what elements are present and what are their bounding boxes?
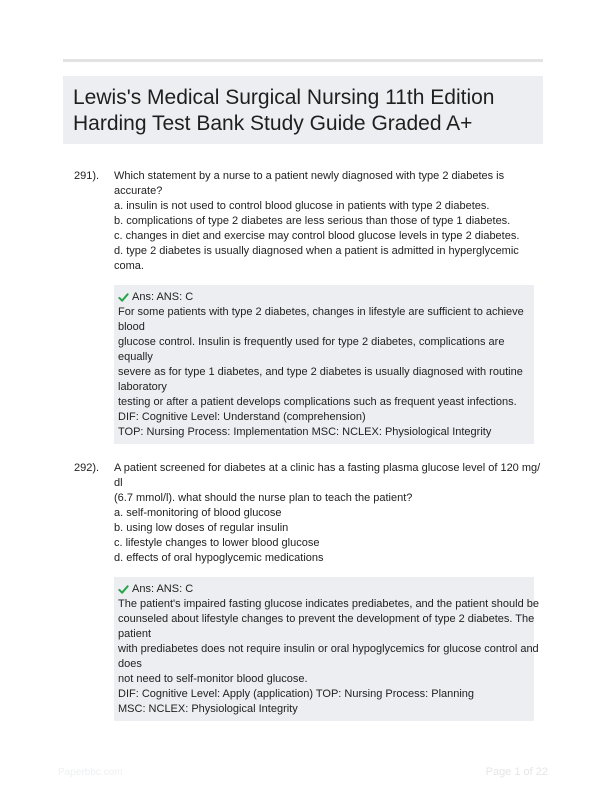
- answer-header: [118, 290, 530, 305]
- answer-panel: [114, 285, 534, 444]
- option-a: a. self-monitoring of blood glucose: [114, 507, 282, 519]
- rationale-line: blood: [118, 321, 145, 333]
- rationale-line: For some patients with type 2 diabetes, changes in lifestyle are sufficient to achieve: [118, 306, 524, 318]
- option-d: d. type 2 diabetes is usually diagnosed when a patient is admitted in hyperglycemic: [114, 245, 519, 257]
- question-line: (6.7 mmol/l). what should the nurse plan to teach the patient?: [114, 492, 413, 504]
- question-line: Which statement by a nurse to a patient newly diagnosed with type 2 diabetes is: [114, 170, 505, 182]
- difficulty-meta: DIF: Cognitive Level: Apply (application) TOP: Nursing Process: Planning: [118, 688, 475, 700]
- question-number: 292).: [74, 462, 100, 474]
- question-291: [74, 169, 534, 444]
- footer-watermark: Paperbbc.com: [58, 767, 123, 778]
- title-line-1: Lewis's Medical Surgical Nursing 11th Edition: [73, 86, 495, 109]
- option-d: d. effects of oral hypoglycemic medications: [114, 552, 324, 564]
- question-line: dl: [114, 477, 123, 489]
- answer-panel: [114, 577, 539, 721]
- difficulty-meta: DIF: Cognitive Level: Understand (comprehension): [118, 411, 366, 423]
- rationale-line: The patient's impaired fasting glucose indicates prediabetes, and the patient should be: [118, 598, 539, 610]
- topic-meta: TOP: Nursing Process: Implementation MSC: NCLEX: Physiological Integrity: [118, 426, 492, 438]
- question-292: [74, 461, 541, 721]
- title-line-2: Harding Test Bank Study Guide Graded A+: [73, 112, 473, 135]
- page-number: Page 1 of 22: [485, 766, 548, 778]
- topic-meta: MSC: NCLEX: Physiological Integrity: [118, 703, 298, 715]
- question-text: [114, 461, 541, 566]
- question-line: A patient screened for diabetes at a clinic has a fasting plasma glucose level of 120 mg/: [114, 462, 541, 474]
- option-c: c. changes in diet and exercise may control blood glucose levels in type 2 diabetes.: [114, 230, 520, 242]
- question-text: [114, 169, 536, 274]
- question-number: 291).: [74, 170, 100, 182]
- rationale-line: testing or after a patient develops complications such as frequent yeast infections.: [118, 396, 517, 408]
- option-b: b. complications of type 2 diabetes are less serious than those of type 1 diabetes.: [114, 215, 511, 227]
- document-title: [63, 76, 543, 144]
- rationale-line: laboratory: [118, 381, 167, 393]
- checkmark-icon: [118, 584, 129, 595]
- option-b: b. using low doses of regular insulin: [114, 522, 289, 534]
- rationale-line: glucose control. Insulin is frequently used for type 2 diabetes, complications are: [118, 336, 505, 348]
- question-line: accurate?: [114, 185, 163, 197]
- rationale-line: severe as for type 1 diabetes, and type 2 diabetes is usually diagnosed with routine: [118, 366, 523, 378]
- answer-label: Ans: ANS: C: [132, 291, 194, 303]
- option-c: c. lifestyle changes to lower blood glucose: [114, 537, 320, 549]
- top-divider: [63, 59, 543, 62]
- rationale-line: not need to self-monitor blood glucose.: [118, 673, 308, 685]
- rationale-line: patient: [118, 628, 152, 640]
- option-a: a. insulin is not used to control blood glucose in patients with type 2 diabetes.: [114, 200, 490, 212]
- option-d-continued: coma.: [114, 260, 144, 272]
- answer-header: [118, 582, 530, 597]
- rationale-line: counseled about lifestyle changes to prevent the development of type 2 diabetes. The: [118, 613, 535, 625]
- checkmark-icon: [118, 292, 129, 303]
- rationale-line: does: [118, 658, 142, 670]
- answer-label: Ans: ANS: C: [132, 583, 194, 595]
- rationale-line: equally: [118, 351, 153, 363]
- rationale-line: with prediabetes does not require insulin or oral hypoglycemics for glucose control and: [118, 643, 539, 655]
